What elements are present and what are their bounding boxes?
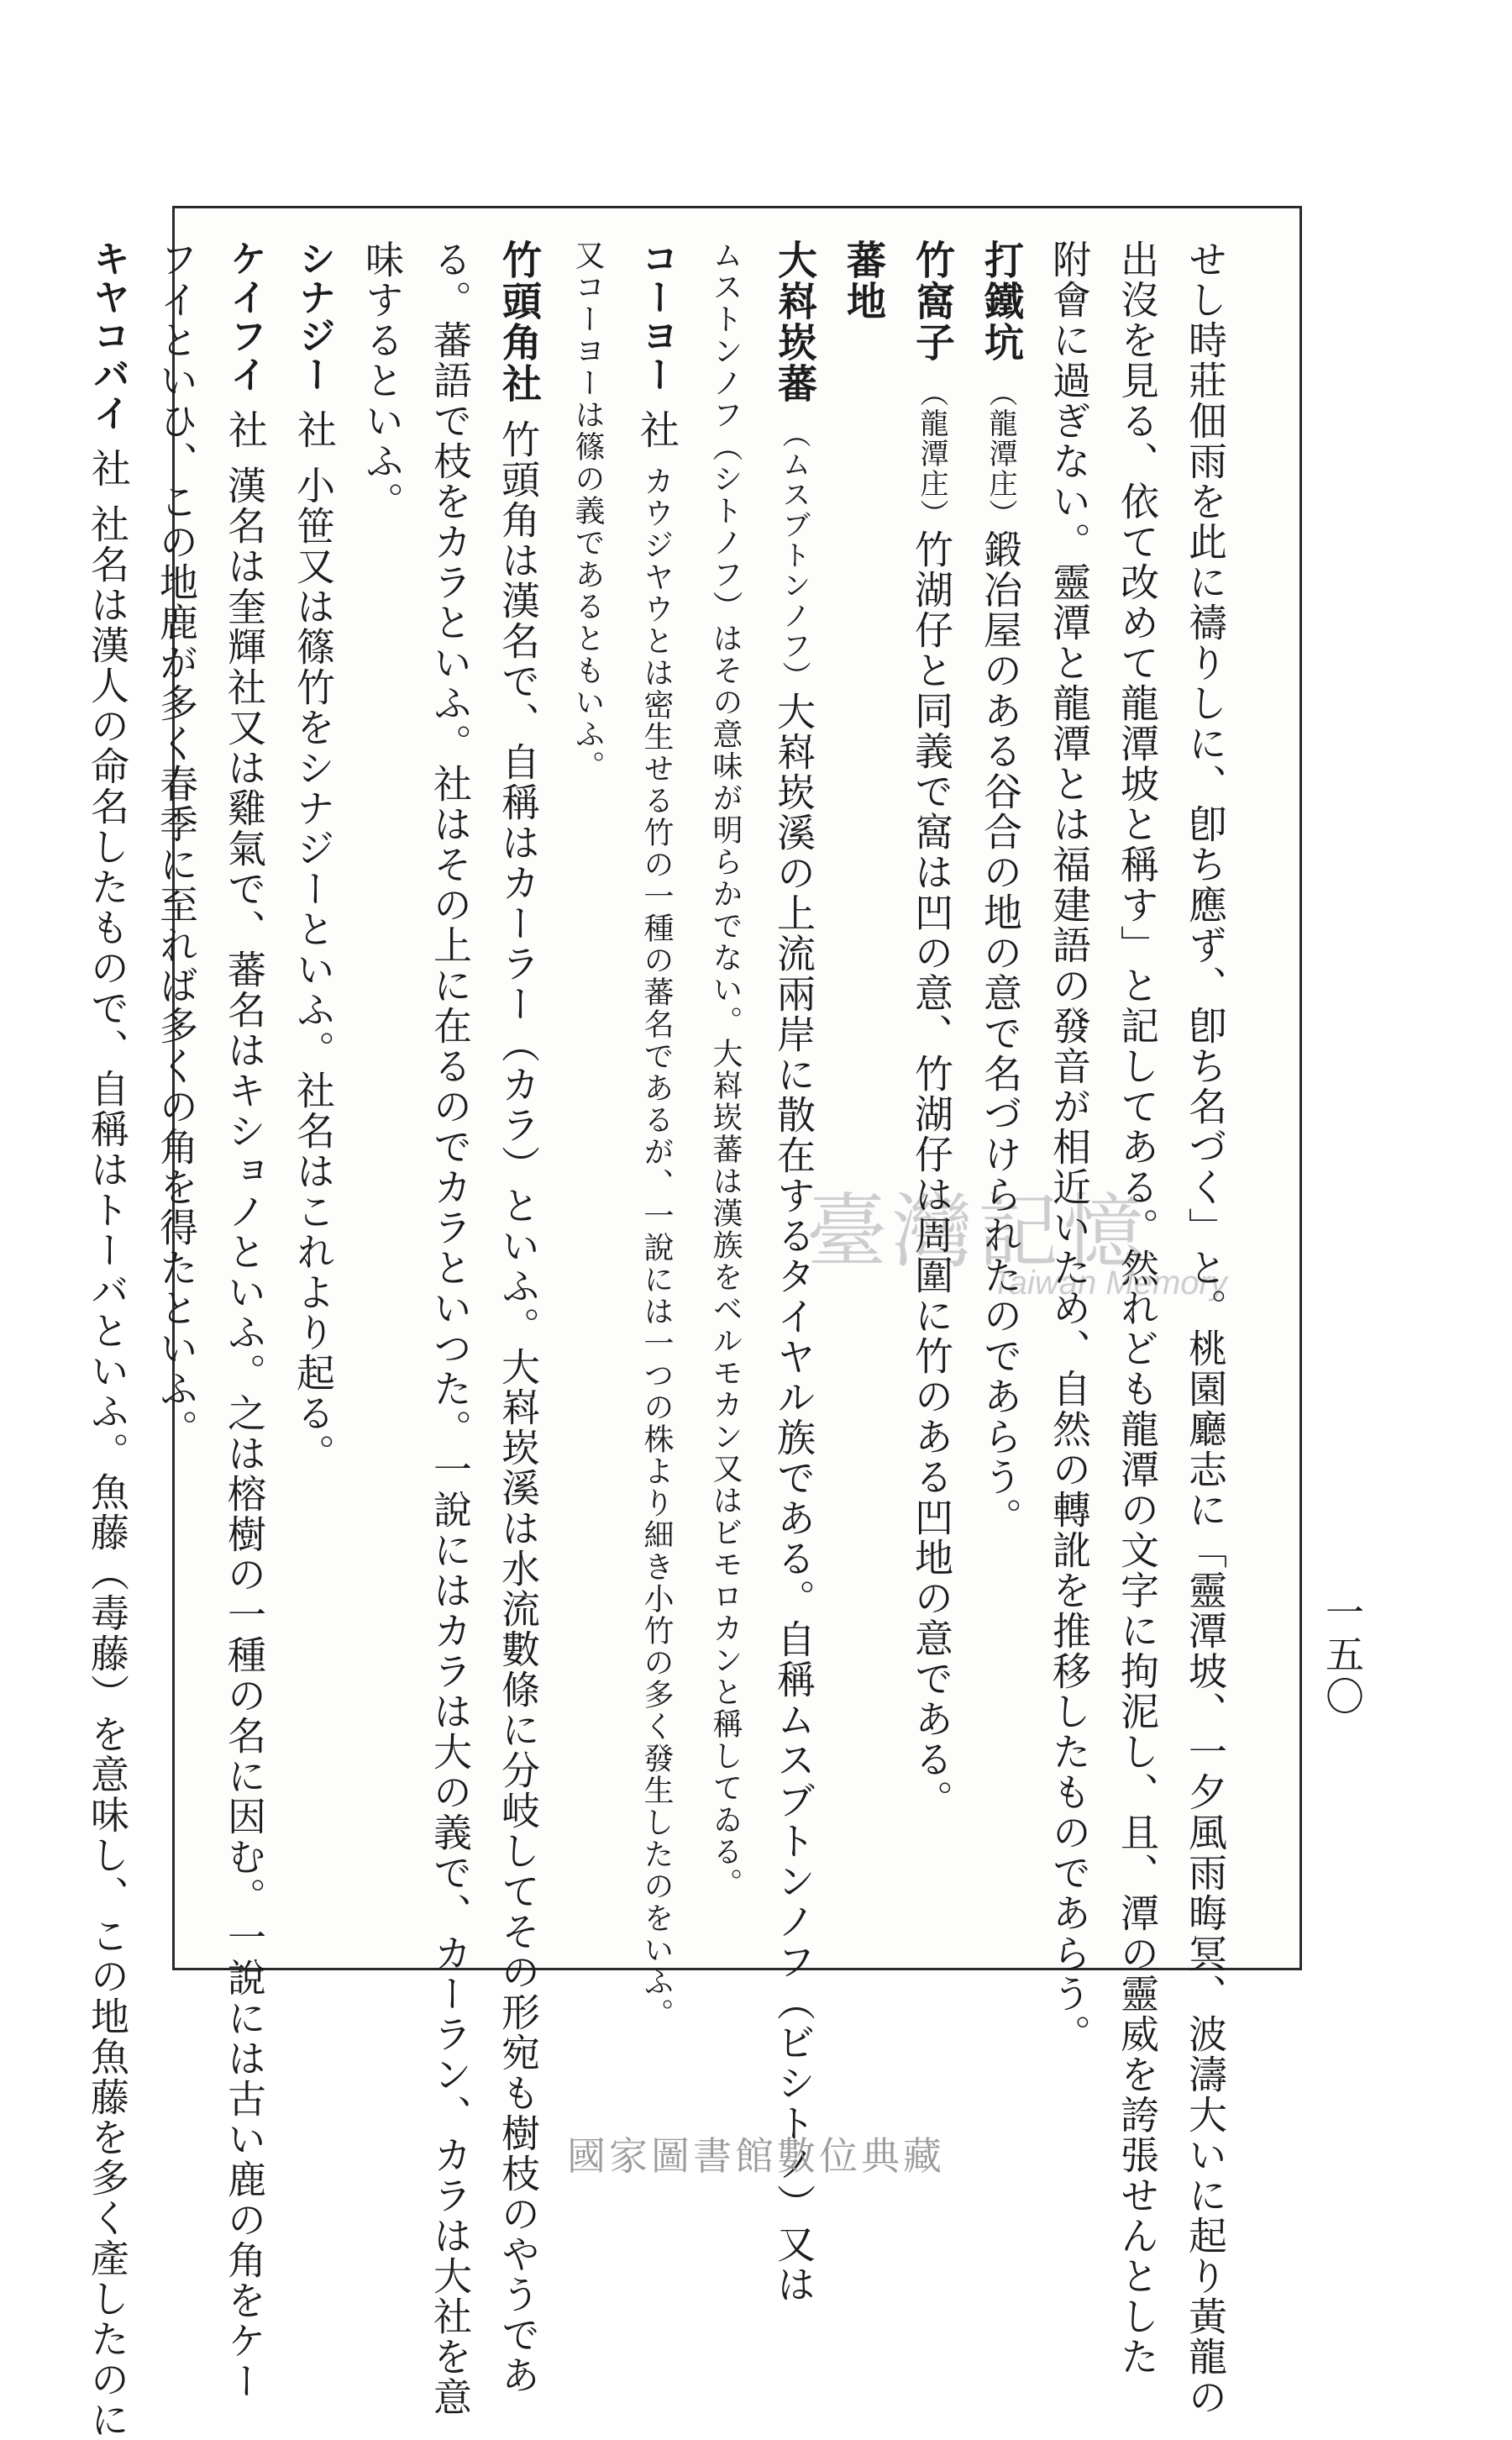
entry-heading: シナジー [292,239,335,394]
entry-text: 味するといふ。 [360,239,405,522]
text-column [1035,239,1103,2054]
intro-line-3: 附會に過ぎない。靈潭と龍潭とは福建語の發音が相近いため、自然の轉訛を推移したものであらう。 [1047,239,1092,2054]
entry-heading: コーヨー [635,239,678,394]
footer-library-credit: 國家圖書館數位典藏 [567,2133,945,2179]
entry-zhukezi [897,239,966,1945]
entry-heading: 打鐵坑 [978,239,1024,363]
text-column [1171,239,1239,2417]
section-heading-banchi [828,239,897,1945]
entry-heading: ケイフイ [223,239,266,394]
entry-heading-suffix: 社 [633,409,680,450]
intro-line-2: 出沒を見る、依て改めて龍潭坡と稱す」と記してある。然れども龍潭の文字に拘泥し、且、潭の靈威を誇張せんとした [1115,239,1160,2377]
entry-koyoshe [622,239,690,2030]
entry-heading: キヤコバイ [87,239,129,433]
entry-text: 大嵙崁溪の上流兩岸に散在するタイヤル族である。自稱ムスブトンノフ（ビシトノ）又は [771,692,816,2305]
entry-keifui [210,239,279,2401]
entry-shinaji [279,239,348,1945]
entry-text: 小笹又は篠竹をシナジーといふ。社名はこれより起る。 [291,465,336,1474]
watermark-logo-text: 臺灣記憶 [806,1185,1149,1279]
entry-text: 漢名は奎輝社又は雞氣で、蕃名はキショノといふ。之は榕樹の一種の名に因む。一說には古い鹿の角をケー [222,465,267,2401]
entry-dakekanban [759,239,828,2305]
section-heading: 蕃地 [840,239,886,322]
entry-text: ムストンノフ（シトノフ）はその意味が明らかでない。大嵙崁蕃は漢族をベルモカン又はビモロカンと稱してゐる。 [708,239,743,1900]
entry-heading: 竹窩子 [909,239,955,363]
entry-text: フイといひ、この地鹿が多く春季に至れば多くの角を得たといふ。 [154,239,199,1449]
entry-text: 竹頭角は漢名で、自稱はカーラー（カラ）といふ。大嵙崁溪は水流數條に分岐してその形宛も樹枝のやうであ [496,419,541,2395]
entry-gloss: （ムスブトンノフ） [777,419,811,692]
entry-heading-suffix: 社 [85,448,131,489]
entry-gloss: （龍潭庄） [984,378,1017,529]
entry-heading: 大嵙崁蕃 [771,239,817,404]
entry-zhutoujiao [484,239,553,2395]
entry-text: カウジヤウとは密生せる竹の一種の蕃名であるが、一說には一つの株より細き小竹の多く發生したのをいふ。 [639,465,674,2030]
text-column [690,239,759,1945]
watermark-subtitle: Taiwan Memory [991,1265,1227,1302]
text-column [1103,239,1171,2377]
text-column [348,239,416,1945]
entry-heading: 竹頭角社 [496,239,542,404]
entry-heading-suffix: 社 [222,409,268,450]
page-number: 一五〇 [1320,1592,1365,1718]
entry-text: 竹湖仔と同義で窩は凹の意、竹湖仔は周圍に竹のある凹地の意である。 [909,529,954,1820]
text-column [553,239,622,1945]
entry-text: 社名は漢人の命名したもので、自稱はトーバといふ。魚藤（毒藤）を意味し、この地魚藤を多く產したのに [85,504,130,2440]
entry-text: 又コーヨーは篠の義であるともいふ。 [570,239,605,782]
entry-text: る。蕃語で枝をカラといふ。社はその上に在るのでカラといつた。一說にはカラは大の義で、カーラン、カラは大社を意 [428,239,473,2417]
text-column [416,239,484,2417]
text-column [142,239,210,1945]
entry-gloss: （龍潭庄） [915,378,948,529]
entry-datiekeng [966,239,1035,1945]
intro-line-1: せし時莊佃雨を此に禱りしに、卽ち應ず、卽ち名づく」と。桃園廳志に「靈潭坡、一夕風雨晦冥、波濤大いに起り黃龍の [1183,239,1228,2417]
entry-kiyakobai [73,239,142,2440]
entry-text: 鍛冶屋のある谷合の地の意で名づけられたのであらう。 [978,529,1023,1538]
entry-heading-suffix: 社 [291,409,337,450]
